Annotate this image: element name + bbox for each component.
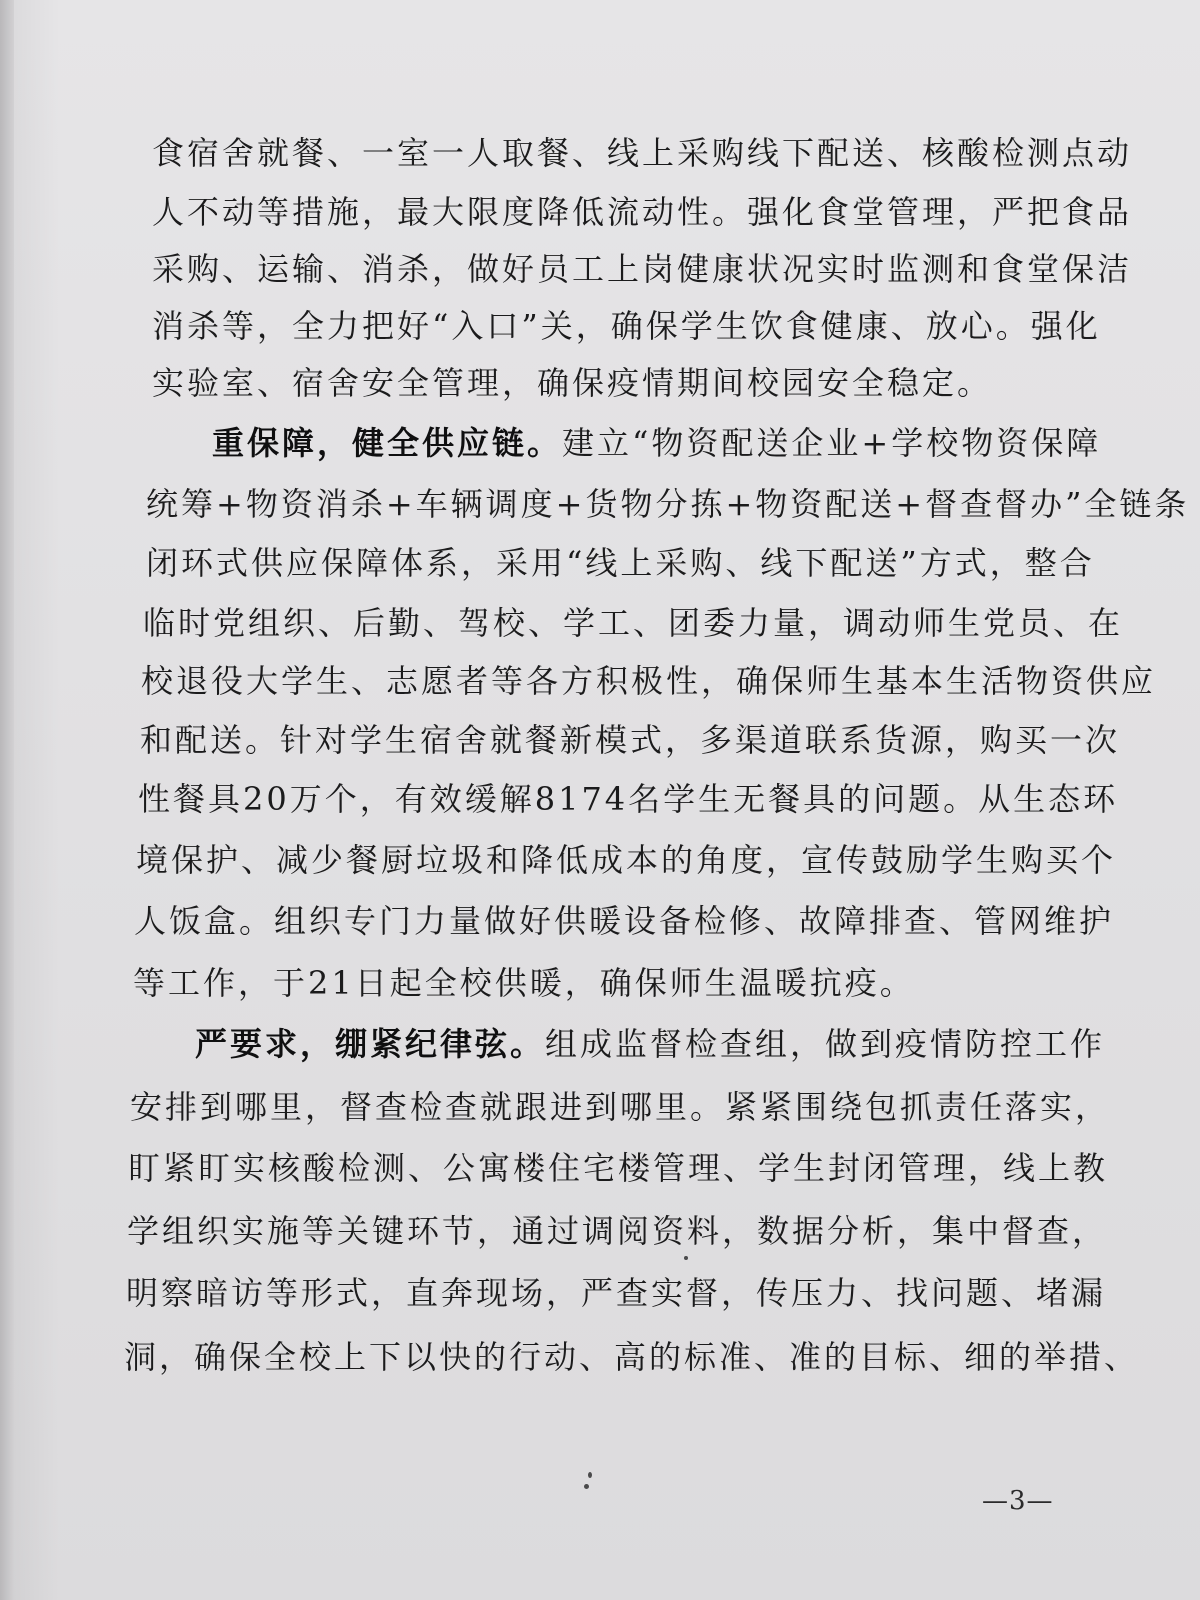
text-line: 洞，确保全校上下以快的行动、高的标准、准的目标、细的举措、 <box>124 1338 1140 1376</box>
paragraph-heading: 重保障，健全供应链。 <box>212 424 563 462</box>
paragraph-heading: 严要求，绷紧纪律弦。 <box>195 1025 546 1063</box>
paragraph-lead-text: 组成监督检查组，做到疫情防控工作 <box>545 1025 1106 1063</box>
page-number: —3— <box>982 1486 1054 1516</box>
text-line: 盯紧盯实核酸检测、公寓楼住宅楼管理、学生封闭管理，线上教 <box>128 1149 1109 1187</box>
text-line: 临时党组织、后勤、驾校、学工、团委力量，调动师生党员、在 <box>143 604 1124 642</box>
text-line: 消杀等，全力把好“入口”关，确保学生饮食健康、放心。强化 <box>152 307 1101 345</box>
paper-speck <box>684 1256 688 1260</box>
paragraph-lead-text: 建立“物资配送企业+学校物资保障 <box>562 424 1102 462</box>
text-line: 和配送。针对学生宿舍就餐新模式，多渠道联系货源，购买一次 <box>140 721 1121 759</box>
paragraph-lead-line <box>212 423 1101 463</box>
paper-speck <box>584 1484 589 1489</box>
paragraph-lead-line <box>195 1024 1105 1064</box>
text-line: 境保护、减少餐厨垃圾和降低成本的角度，宣传鼓励学生购买个 <box>136 841 1117 879</box>
text-line: 食宿舍就餐、一室一人取餐、线上采购线下配送、核酸检测点动 <box>152 134 1133 172</box>
paper-speck <box>588 1472 592 1478</box>
page-edge-shadow <box>0 0 14 1600</box>
text-line: 校退役大学生、志愿者等各方积极性，确保师生基本生活物资供应 <box>141 662 1157 700</box>
text-line: 等工作，于21日起全校供暖，确保师生温暖抗疫。 <box>133 964 915 1002</box>
text-line: 实验室、宿舍安全管理，确保疫情期间校园安全稳定。 <box>152 364 993 402</box>
text-line: 统筹+物资消杀+车辆调度+货物分拣+物资配送+督查督办”全链条 <box>146 485 1190 523</box>
text-line: 人不动等措施，最大限度降低流动性。强化食堂管理，严把食品 <box>152 193 1133 231</box>
text-line: 明察暗访等形式，直奔现场，严查实督，传压力、找问题、堵漏 <box>126 1274 1107 1312</box>
text-line: 闭环式供应保障体系，采用“线上采购、线下配送”方式，整合 <box>146 544 1095 582</box>
text-line: 人饭盒。组织专门力量做好供暖设备检修、故障排查、管网维护 <box>134 902 1115 940</box>
text-line: 性餐具20万个，有效缓解8174名学生无餐具的问题。从生态环 <box>138 780 1119 818</box>
text-line: 采购、运输、消杀，做好员工上岗健康状况实时监测和食堂保洁 <box>152 250 1133 288</box>
text-line: 学组织实施等关键环节，通过调阅资料，数据分析，集中督查， <box>127 1212 1108 1250</box>
text-line: 安排到哪里，督查检查就跟进到哪里。紧紧围绕包抓责任落实， <box>130 1088 1111 1126</box>
